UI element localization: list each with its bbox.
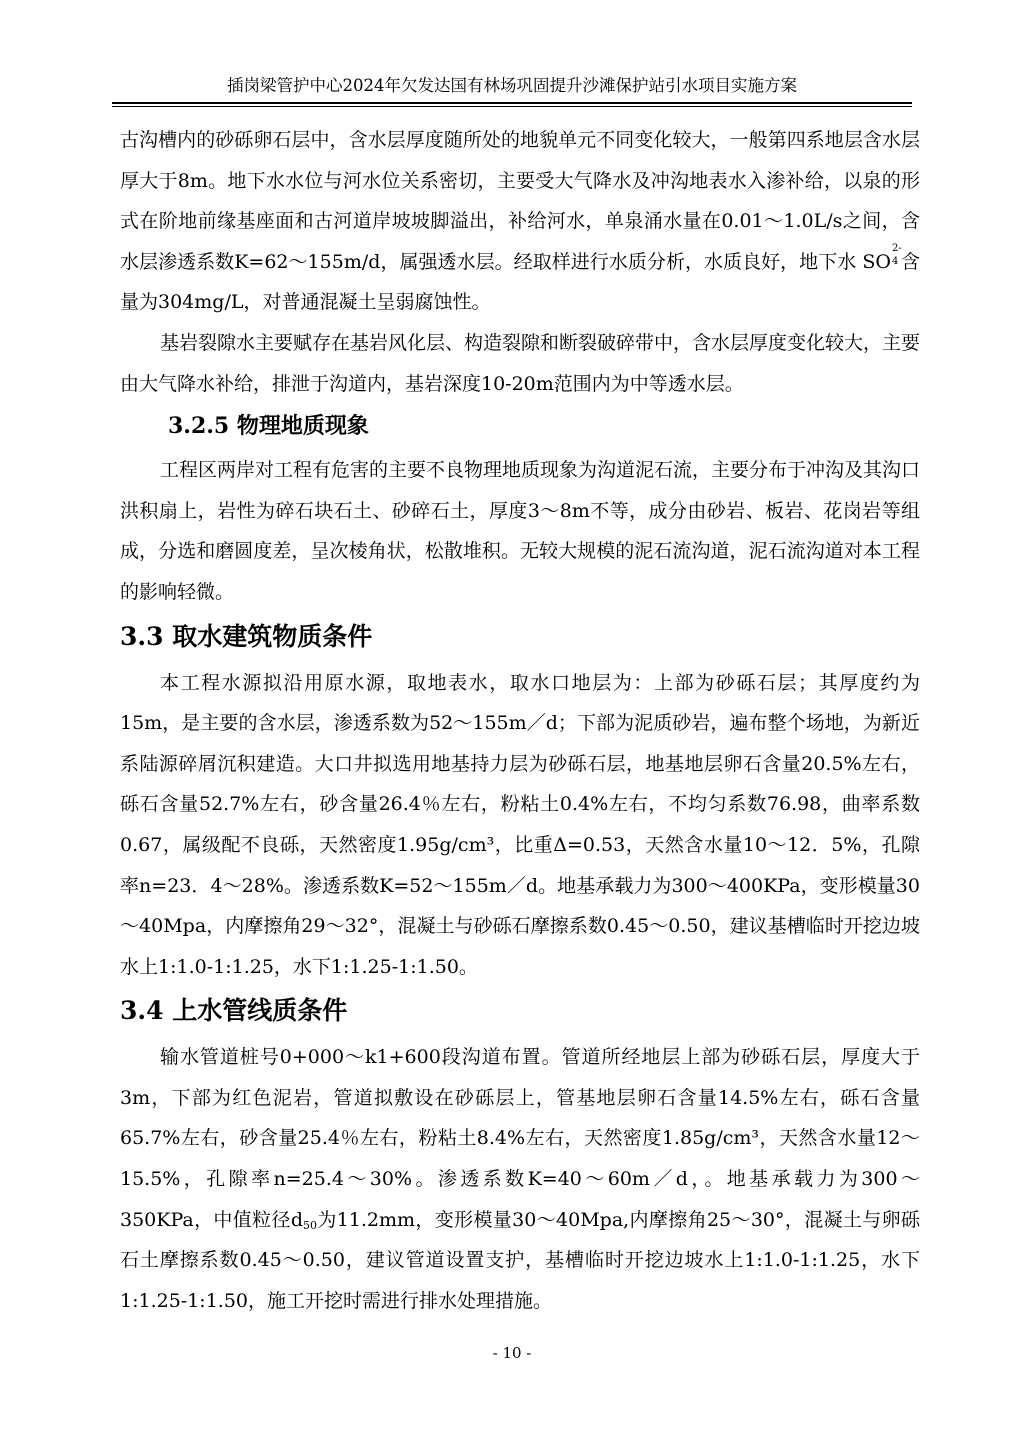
- header-rule-thick: [112, 102, 912, 104]
- paragraph-text-tail: 含量为304mg/L，对普通混凝土呈弱腐蚀性。: [120, 250, 920, 314]
- sulfate-charge: 2-: [891, 242, 902, 254]
- sulfate-index: [891, 242, 902, 268]
- section-heading-3-3: 3.3 取水建筑物质条件: [120, 621, 373, 651]
- page-number: - 10 -: [492, 1344, 532, 1362]
- paragraph-geologic-phenomena: 工程区两岸对工程有危害的主要不良物理地质现象为沟道泥石流，主要分布于冲沟及其沟口洪积扇上，岩性为碎石块石土、砂碎石土，厚度3～8m不等，成分由砂岩、板岩、花岗岩等组成，分选和磨圆度差，呈次棱角状，松散堆积。无较大规模的泥石流沟道，泥石流沟道对本工程的影响轻微。: [120, 459, 921, 603]
- running-header: 插岗梁管护中心2024年欠发达国有林场巩固提升沙滩保护站引水项目实施方案: [227, 76, 797, 95]
- paragraph-groundwater: [120, 120, 920, 323]
- grain-size-subscript: 50: [303, 1218, 317, 1232]
- section-heading-3-4: 3.4 上水管线质条件: [120, 996, 348, 1026]
- paragraph-text: 古沟槽内的砂砾卵石层中，含水层厚度随所处的地貌单元不同变化较大，一般第四系地层含水层厚大于8m。地下水水位与河水位关系密切，主要受大气降水及冲沟地表水入渗补给，以泉的形式在阶地前缘基座面和古河道岸坡坡脚溢出，补给河水，单泉涌水量在0.01～1.0L/s之间，含水层渗透系数K=62～155m/d，属强透水层。经取样进行水质分析，水质良好，地下水 SO: [120, 129, 920, 273]
- section-heading-3-2-5: 3.2.5 物理地质现象: [168, 413, 369, 440]
- paragraph-bedrock-water: 基岩裂隙水主要赋存在基岩风化层、构造裂隙和断裂破碎带中，含水层厚度变化较大，主要由大气降水补给，排泄于沟道内，基岩深度10-20m范围内为中等透水层。: [120, 331, 921, 395]
- paragraph-pipeline-conditions: [120, 1037, 920, 1321]
- paragraph-intake-conditions: 本工程水源拟沿用原水源，取地表水，取水口地层为：上部为砂砾石层；其厚度约为15m，是主要的含水层，渗透系数为52～155m／d；下部为泥质砂岩，遍布整个场地，为新近系陆源碎屑沉积建造。大口井拟选用地基持力层为砂砾石层，地基地层卵石含量20.5%左右，砾石含量52.7%左右，砂含量26.4％左右，粉粘土0.4%左右，不均匀系数76.98，曲率系数0.67，属级配不良砾，天然密度1.95g/cm³，比重Δ=0.53，天然含水量10～12．5%，孔隙率n=23．4～28%。渗透系数K=52～155m／d。地基承载力为300～400KPa，变形模量30～40Mpa，内摩擦角29～32°，混凝土与砂砾石摩擦系数0.45～0.50，建议基槽临时开挖边坡水上1:1.0-1:1.25，水下1:1.25-1:1.50。: [120, 671, 920, 978]
- page-body: [120, 120, 920, 1321]
- paragraph-text: 输水管道桩号0+000～k1+600段沟道布置。管道所经地层上部为砂砾石层，厚度大于3m，下部为红色泥岩，管道拟敷设在砂砾层上，管基地层卵石含量14.5%左右，砾石含量65.7%左右，砂含量25.4％左右，粉粘土8.4%左右，天然密度1.85g/cm³，天然含水量12～15.5%，孔隙率n=25.4～30%。渗透系数K=40～60m／d，。地基承载力为300～350KPa，中值粒径d: [120, 1046, 920, 1231]
- header-rule-thin: [112, 106, 912, 107]
- sulfate-subscript: 4: [891, 255, 899, 267]
- paragraph-text-tail: 为11.2mm，变形模量30～40Mpa,内摩擦角25～30°，混凝土与卵砾石土摩擦系数0.45～0.50，建议管道设置支护，基槽临时开挖边坡水上1:1.0-1:1.25，水下1:1.25-1:1.50，施工开挖时需进行排水处理措施。: [120, 1208, 920, 1312]
